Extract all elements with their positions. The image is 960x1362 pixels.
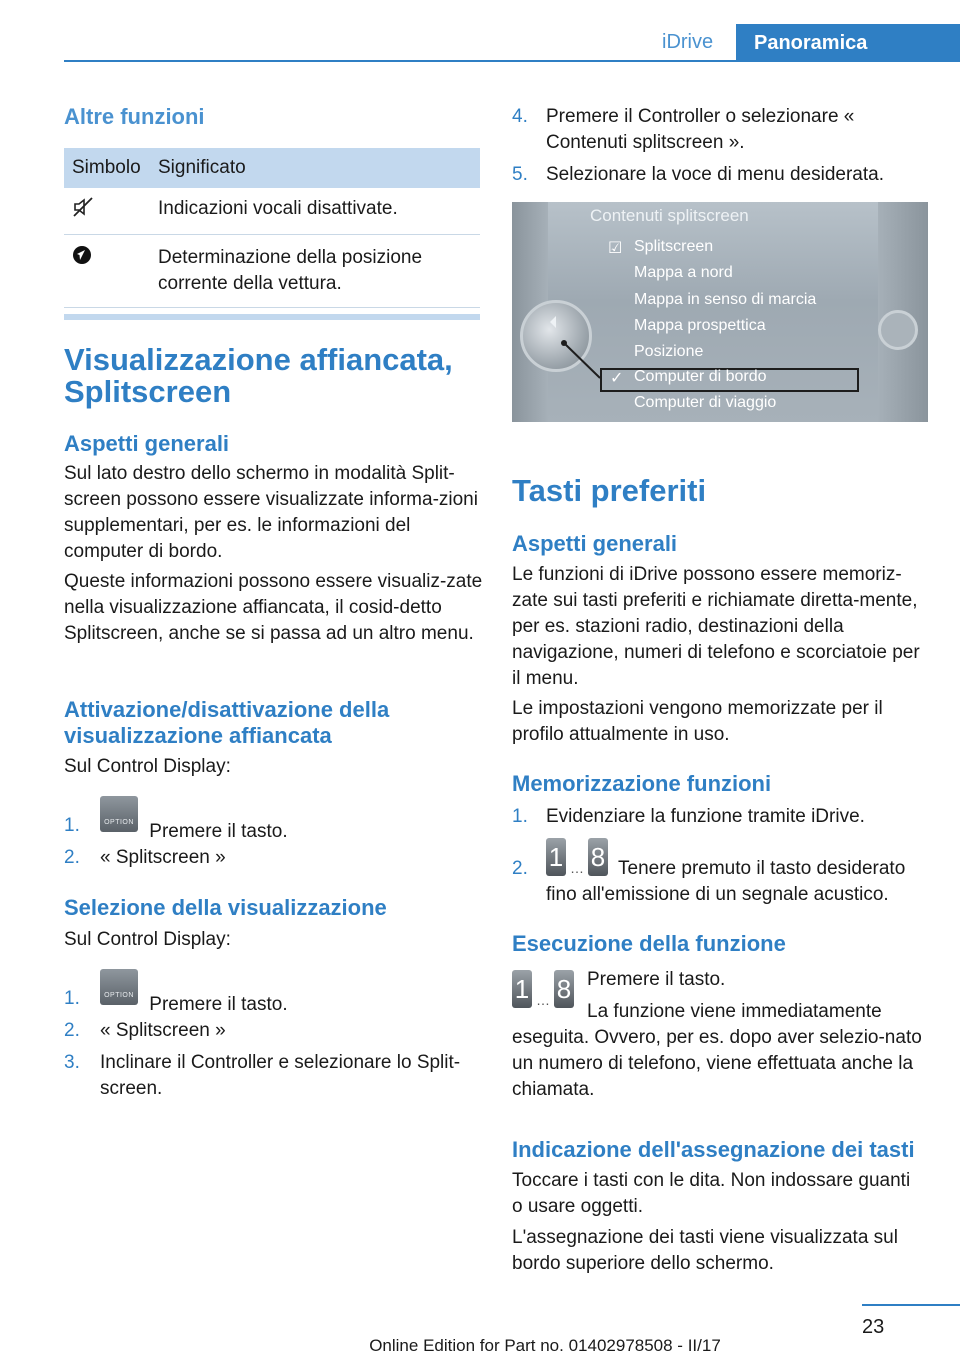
esecuzione-paragraph-1: Premere il tasto. <box>587 969 726 990</box>
attivazione-title: Attivazione/disattivazione della visualizzazione affiancata <box>64 697 390 748</box>
splitscreen-menu-screenshot <box>512 202 928 422</box>
header-section: iDrive <box>662 31 714 53</box>
screen-item: Mappa in senso di marcia <box>634 291 817 308</box>
ellipsis-icon: … <box>536 992 550 1008</box>
screen-item: Splitscreen <box>634 238 714 255</box>
key-1-icon: 1 <box>546 838 566 876</box>
list-number: 3. <box>64 1052 80 1073</box>
option-button-icon: OPTION <box>100 969 138 1005</box>
screen-item: Mappa a nord <box>634 264 733 281</box>
key-8-icon: 8 <box>554 970 574 1008</box>
screen-item: Posizione <box>634 343 704 360</box>
screen-item: Computer di viaggio <box>634 394 777 411</box>
table-row <box>64 235 480 308</box>
list-item-text: Premere il tasto. <box>149 821 288 843</box>
symbol-table <box>64 148 480 320</box>
list-number: 1. <box>512 806 528 827</box>
header-tab: Panoramica <box>736 24 960 62</box>
aspetti-generali-title: Aspetti generali <box>64 431 230 456</box>
page-number: 23 <box>862 1316 885 1338</box>
list-item-text: Premere il Controller o selezionare « Contenuti splitscreen ». <box>546 106 855 153</box>
list-number: 1. <box>64 988 80 1009</box>
tasti-paragraph-1: Le funzioni di iDrive possono essere memoriz-zate sui tasti preferiti e richiamate diretta-mente, per es. stazioni radio, destinazioni della navigazione, numeri di telefono e scorciatoie per il menu. <box>512 564 920 689</box>
table-header-symbol: Simbolo <box>72 157 141 178</box>
list-item-text: Selezionare la voce di menu desiderata. <box>546 164 884 185</box>
list-item <box>100 796 288 845</box>
table-header <box>64 148 480 188</box>
screen-item-checkbox-icon: ☑ <box>608 240 623 257</box>
list-number: 1. <box>64 815 80 836</box>
table-end-rule <box>64 314 480 320</box>
list-number: 2. <box>64 1020 80 1041</box>
speaker-muted-icon <box>64 196 158 226</box>
attivazione-intro: Sul Control Display: <box>64 756 231 777</box>
list-number: 4. <box>512 106 528 127</box>
list-item-text: Inclinare il Controller e selezionare lo Split-screen. <box>100 1052 461 1099</box>
list-item-text: « Splitscreen » <box>100 1020 226 1041</box>
tasti-preferiti-heading: Tasti preferiti <box>512 473 707 508</box>
altre-funzioni-title: Altre funzioni <box>64 104 205 129</box>
aspetti-generali-title-2: Aspetti generali <box>512 531 678 556</box>
indicazione-title: Indicazione dell'assegnazione dei tasti <box>512 1137 915 1162</box>
list-item <box>100 969 288 1018</box>
indicazione-paragraph-1: Toccare i tasti con le dita. Non indossare guanti o usare oggetti. <box>512 1170 911 1217</box>
screen-item-selected: Computer di bordo <box>634 368 767 385</box>
key-8-icon: 8 <box>588 838 608 876</box>
key-1-icon: 1 <box>512 970 532 1008</box>
selezione-title: Selezione della visualizzazione <box>64 895 387 920</box>
position-marker-icon <box>64 245 158 297</box>
screen-check-icon: ✓ <box>610 370 624 387</box>
list-number: 5. <box>512 164 528 185</box>
list-number: 2. <box>64 847 80 868</box>
list-item-text: Tenere premuto il tasto desiderato fino all'emissione di un segnale acustico. <box>546 858 906 905</box>
screen-item: Mappa prospettica <box>634 317 766 334</box>
footer-edition: Online Edition for Part no. 01402978508 - II/17 <box>369 1336 721 1355</box>
memorizzazione-title: Memorizzazione funzioni <box>512 771 772 796</box>
ellipsis-icon: … <box>570 860 584 876</box>
list-number: 2. <box>512 858 528 879</box>
indicazione-paragraph-2: L'assegnazione dei tasti viene visualizzata sul bordo superiore dello schermo. <box>512 1227 898 1274</box>
option-button-icon: OPTION <box>100 796 138 832</box>
esecuzione-title: Esecuzione della funzione <box>512 931 786 956</box>
footer-rule <box>862 1304 960 1306</box>
header-rule <box>64 60 960 62</box>
tasti-paragraph-2: Le impostazioni vengono memorizzate per il profilo attualmente in uso. <box>512 698 883 745</box>
table-row <box>64 188 480 235</box>
table-cell: Indicazioni vocali disattivate. <box>158 198 398 219</box>
list-item-text: Premere il tasto. <box>149 994 288 1016</box>
main-heading-splitscreen: Visualizzazione affiancata, Splitscreen <box>64 342 453 409</box>
table-cell: Determinazione della posizione corrente della vettura. <box>158 247 423 294</box>
aspetti-paragraph-2: Queste informazioni possono essere visualiz-zate nella visualizzazione affiancata, il cosid-detto Splitscreen, anche se si passa ad un altro menu. <box>64 571 483 644</box>
aspetti-paragraph-1: Sul lato destro dello schermo in modalità Split-screen possono essere visualizzate informa-zioni supplementari, per es. le informazioni del computer di bordo. <box>64 463 478 562</box>
esecuzione-paragraph-2: La funzione viene immediatamente eseguita. Ovvero, per es. dopo aver selezio-nato un numero di telefono, viene effettuata anche la chiamata. <box>512 1001 922 1100</box>
table-header-meaning: Significato <box>158 157 246 178</box>
selezione-intro: Sul Control Display: <box>64 929 231 950</box>
screen-title: Contenuti splitscreen <box>590 206 749 225</box>
list-item-text: Evidenziare la funzione tramite iDrive. <box>546 806 865 827</box>
list-item-text: « Splitscreen » <box>100 847 226 868</box>
